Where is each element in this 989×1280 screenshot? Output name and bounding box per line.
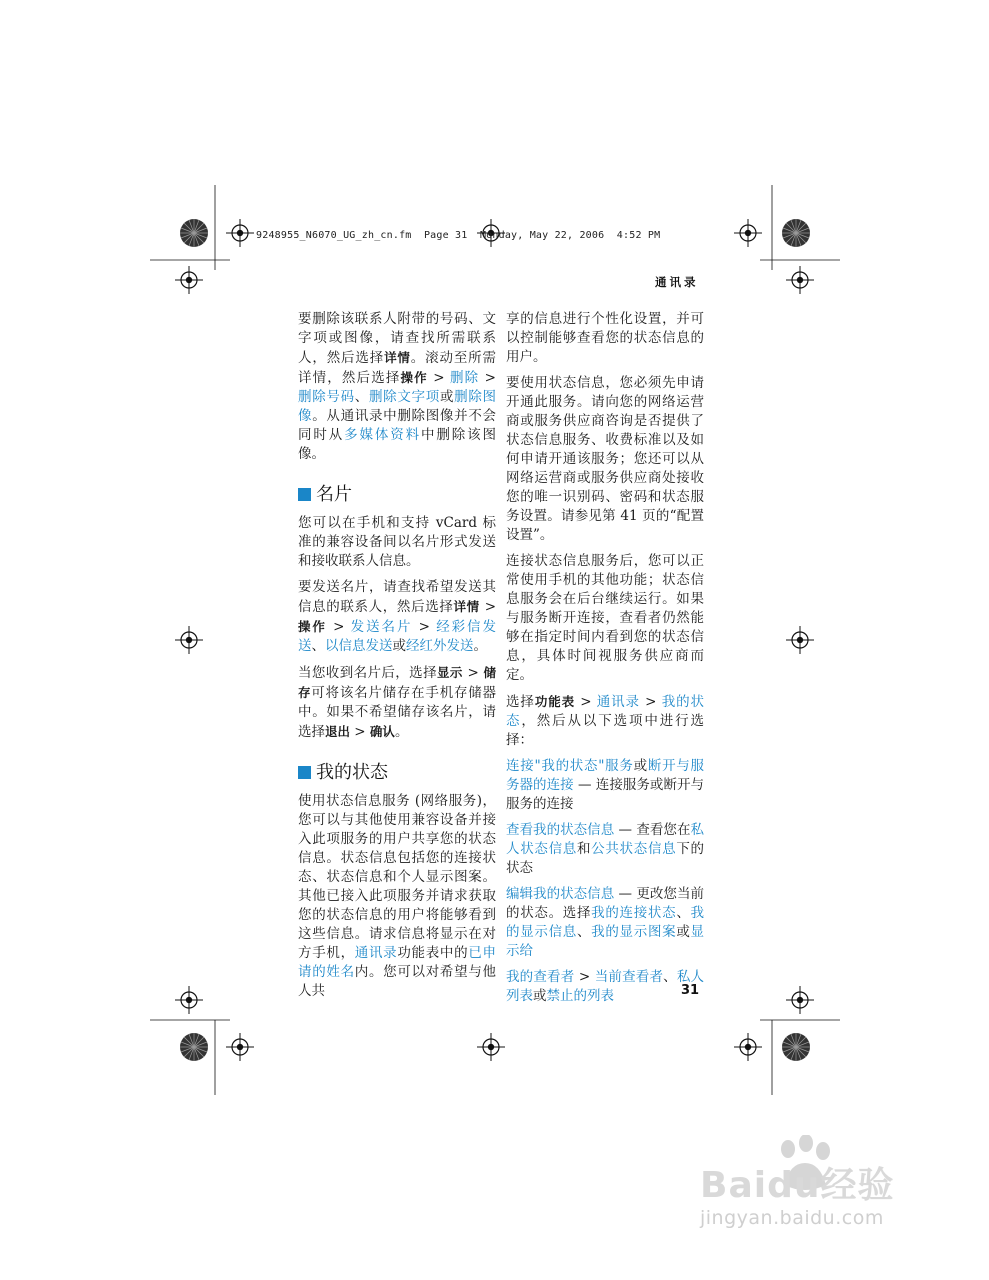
link-contacts: 通讯录 <box>596 694 640 710</box>
page-number: 31 <box>681 983 700 998</box>
link-my-availability: 我的连接状态 <box>591 905 677 921</box>
option-connect: 连接"我的状态"服务或断开与服务器的连接 — 连接服务或断开与服务的连接 <box>506 758 705 812</box>
link-via-sms: 以信息发送 <box>325 638 393 654</box>
heading-business-cards: 名片 <box>298 484 496 506</box>
link-disconnect-server: 断开与服务器的连接 <box>506 758 705 793</box>
link-view-my-presence: 查看我的状态信息 <box>506 822 615 838</box>
link-my-viewers: 我的查看者 <box>506 969 575 985</box>
option-my-viewers: 我的查看者 > 当前查看者、私人列表或禁止的列表 <box>506 969 705 1004</box>
link-gallery: 多媒体资料 <box>344 427 421 443</box>
paragraph-select-menu: 选择功能表 > 通讯录 > 我的状态，然后从以下选项中进行选择： <box>506 694 704 748</box>
link-via-mms: 经彩信发送 <box>298 619 496 654</box>
right-column <box>506 310 704 1013</box>
link-public-presence: 公共状态信息 <box>591 841 677 857</box>
paragraph-presence-share: 享的信息进行个性化设置，并可以控制能够查看您的状态信息的用户。 <box>506 311 704 365</box>
paragraph-receive-card: 当您收到名片后，选择显示 > 储存可将该名片储存在手机存储器中。如果不希望储存该名片，请选择退出 > 确认。 <box>298 665 496 740</box>
left-column <box>298 310 496 1008</box>
link-contacts: 通讯录 <box>354 945 398 961</box>
paragraph-vcard: 您可以在手机和支持 vCard 标准的兼容设备间以名片形式发送和接收联系人信息。 <box>298 515 496 569</box>
link-show-to: 显示给 <box>506 924 705 959</box>
heading-my-presence: 我的状态 <box>298 762 496 784</box>
link-my-presence: 我的状态 <box>506 694 704 729</box>
link-connect-service: 连接"我的状态"服务 <box>506 758 634 774</box>
watermark-logo-text: Baidu经验 <box>700 1165 895 1206</box>
option-view-presence: 查看我的状态信息 — 查看您在私人状态信息和公共状态信息下的状态 <box>506 822 705 876</box>
heading-square-icon <box>298 488 311 501</box>
link-private-presence: 私人状态信息 <box>506 822 704 857</box>
link-requested-names: 已申请的姓名 <box>298 945 497 980</box>
file-info: 9248955_N6070_UG_zh_cn.fm Page 31 Monday, May 22, 2006 4:52 PM <box>256 230 661 241</box>
link-current-viewers: 当前查看者 <box>594 969 664 985</box>
link-blocked-list: 禁止的列表 <box>546 988 614 1004</box>
link-delete-image: 删除图像 <box>298 389 497 424</box>
baidu-watermark <box>700 1135 960 1235</box>
paragraph-presence-subscribe: 要使用状态信息，您必须先申请开通此服务。请向您的网络运营商或服务供应商咨询是否提供了状态信息服务、收费标准以及如何申请开通该服务；您还可以从网络运营商或服务供应商处接收您的唯一识别码、密码和状态服务设置。请参见第 41 页的“配置设置”。 <box>506 375 704 543</box>
paragraph-presence-connected: 连接状态信息服务后，您可以正常使用手机的其他功能；状态信息服务会在后台继续运行。如果与服务断开连接，查看者仍然能够在指定时间内看到您的状态信息，具体时间视服务供应商而定。 <box>506 553 704 683</box>
paragraph-send-card: 要发送名片，请查找希望发送其信息的联系人，然后选择详情 > 操作 > 发送名片 > 经彩信发送、以信息发送或经红外发送。 <box>298 579 497 654</box>
page-header-title: 通讯录 <box>655 275 699 289</box>
link-delete: 删除 <box>449 370 480 386</box>
link-private-list: 私人列表 <box>506 969 705 1004</box>
link-my-presence-message: 我的显示信息 <box>506 905 705 940</box>
paragraph-presence-intro: 使用状态信息服务 (网络服务)，您可以与其他使用兼容设备并接入此项服务的用户共享您的状态信息。状态信息包括您的连接状态、状态信息和个人显示图案。其他已接入此项服务并请求获取您的状态信息的用户将能够看到这些信息。请求信息将显示在对方手机，通讯录功能表中的已申请的姓名内。您可以对希望与他人共 <box>298 793 497 999</box>
link-delete-text: 删除文字项 <box>368 389 440 405</box>
link-delete-number: 删除号码 <box>298 389 355 405</box>
watermark-url: jingyan.baidu.com <box>700 1207 884 1229</box>
link-edit-my-presence: 编辑我的状态信息 <box>506 886 615 902</box>
heading-square-icon <box>298 766 311 779</box>
link-my-presence-logo: 我的显示图案 <box>591 924 677 940</box>
link-via-ir: 经红外发送 <box>406 638 474 654</box>
option-edit-presence: 编辑我的状态信息 — 更改您当前的状态。选择我的连接状态、我的显示信息、我的显示图案或显示给 <box>506 886 705 959</box>
paragraph-delete-details: 要删除该联系人附带的号码、文字项或图像，请查找所需联系人，然后选择详情。滚动至所需详情，然后选择操作 > 删除 > 删除号码、删除文字项或删除图像。从通讯录中删除图像并不会同时从多媒体资料中删除该图像。 <box>298 311 497 462</box>
link-send-card: 发送名片 <box>350 619 413 635</box>
